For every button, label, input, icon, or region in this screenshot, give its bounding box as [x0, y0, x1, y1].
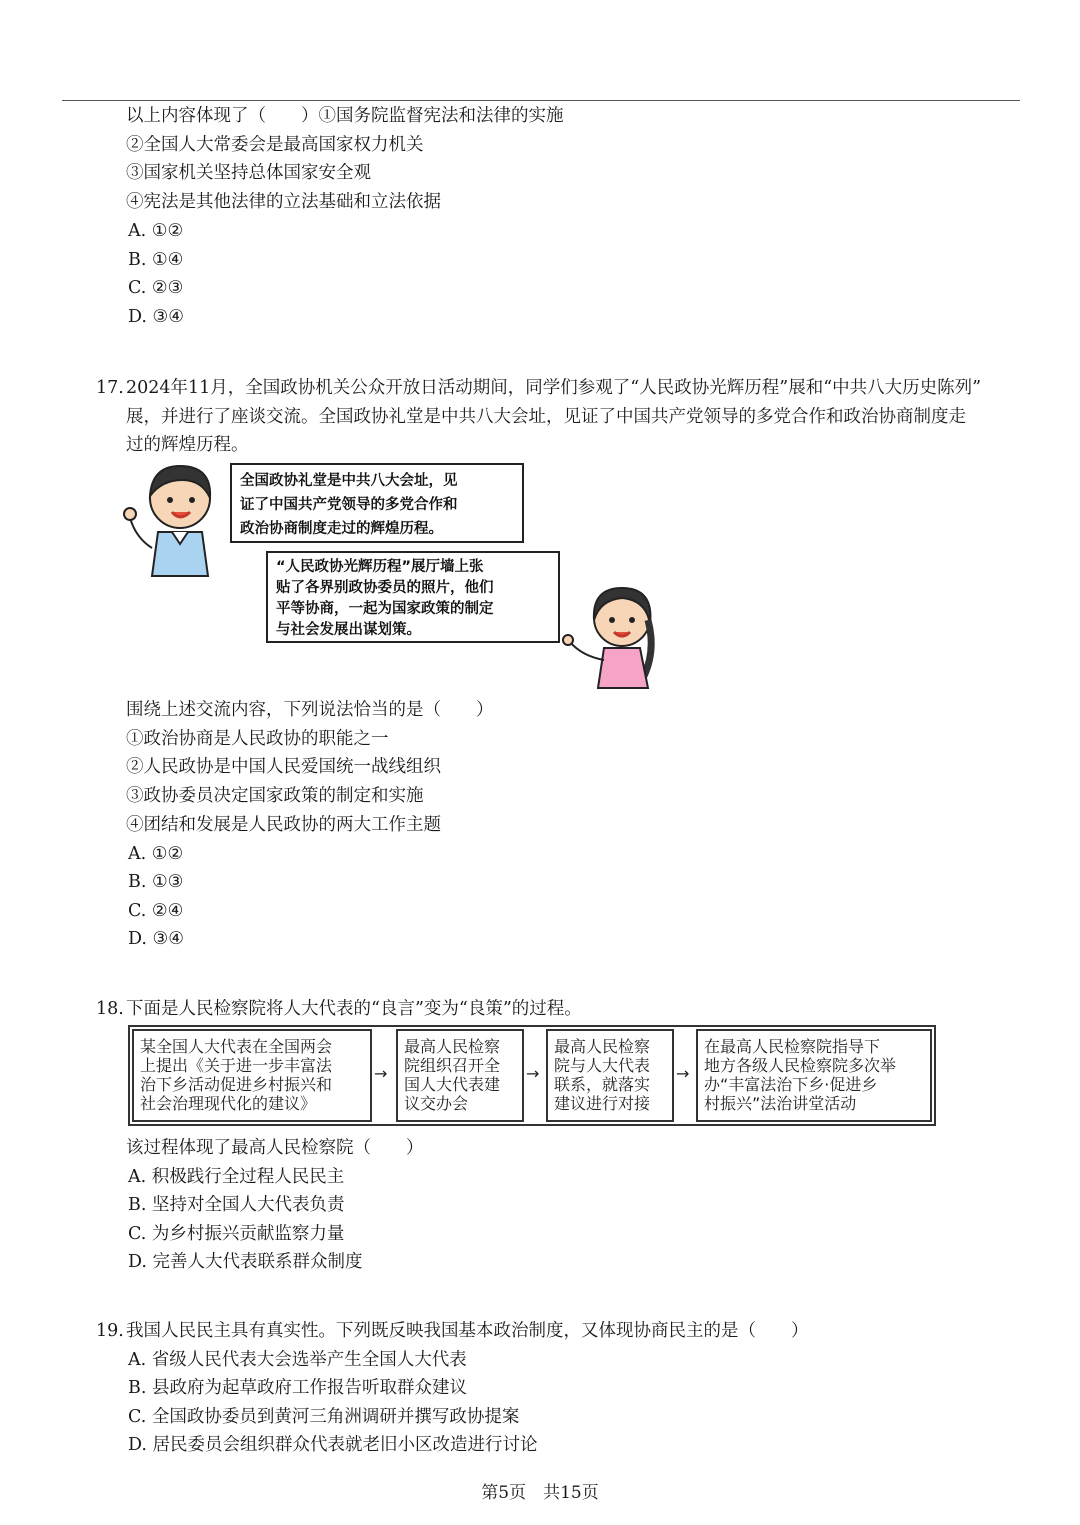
page-footer: 第5页 共15页 — [481, 1483, 599, 1503]
q19-stem: 我国人民民主具有真实性。下列既反映我国基本政治制度，又体现协商民主的是（ ） — [126, 1321, 809, 1341]
bubble-line: 证了中国共产党领导的多党合作和 — [240, 497, 458, 513]
header-rule — [62, 100, 1020, 101]
flow-step-2 — [396, 1029, 524, 1122]
flow-text: 治下乡活动促进乡村振兴和 — [140, 1075, 333, 1094]
flow-text: 建议进行对接 — [554, 1094, 651, 1113]
q18-option-a: A. 积极践行全过程人民民主 — [128, 1167, 345, 1187]
girl-speech-bubble — [266, 551, 560, 643]
q18-option-b: B. 坚持对全国人大代表负责 — [128, 1195, 345, 1215]
q18-option-c: C. 为乡村振兴贡献监察力量 — [128, 1224, 345, 1244]
q17-stem-line: 展，并进行了座谈交流。全国政协礼堂是中共八大会址，见证了中国共产党领导的多党合作和政治协商制度走 — [126, 407, 966, 427]
flow-text: 办“丰富法治下乡·促进乡 — [704, 1075, 878, 1094]
q16-line: ②全国人大常委会是最高国家权力机关 — [126, 135, 424, 155]
flow-text: 上提出《关于进一步丰富法 — [140, 1056, 333, 1075]
flow-text: 村振兴”法治讲堂活动 — [704, 1094, 857, 1113]
bubble-line: 政治协商制度走过的辉煌历程。 — [240, 521, 443, 537]
q18-question: 该过程体现了最高人民检察院（ ） — [126, 1138, 424, 1158]
q17-statement: ③政协委员决定国家政策的制定和实施 — [126, 786, 424, 806]
q17-statement: ④团结和发展是人民政协的两大工作主题 — [126, 815, 441, 835]
q17-stem-line: 2024年11月，全国政协机关公众开放日活动期间，同学们参观了“人民政协光辉历程”展和“中共八大历史陈列” — [126, 378, 982, 398]
q17-statement: ②人民政协是中国人民爱国统一战线组织 — [126, 757, 441, 777]
girl-illustration — [560, 580, 664, 690]
q16-line: 以上内容体现了（ ）①国务院监督宪法和法律的实施 — [126, 106, 564, 126]
q17-statement: ①政治协商是人民政协的职能之一 — [126, 729, 389, 749]
flow-text: 院与人大代表 — [554, 1056, 651, 1075]
q16-line: ③国家机关坚持总体国家安全观 — [126, 163, 371, 183]
flow-arrow: → — [526, 1064, 540, 1083]
flow-text: 院组织召开全 — [404, 1056, 501, 1075]
boy-illustration — [122, 458, 230, 578]
flow-text: 某全国人大代表在全国两会 — [140, 1037, 333, 1056]
q17-option-d: D. ③④ — [128, 929, 184, 949]
q16-line: ④宪法是其他法律的立法基础和立法依据 — [126, 192, 441, 212]
boy-speech-bubble — [230, 463, 524, 543]
bubble-line: 贴了各界别政协委员的照片，他们 — [276, 580, 494, 596]
q16-option-b: B. ①④ — [128, 250, 184, 270]
bubble-line: “人民政协光辉历程”展厅墙上张 — [276, 559, 484, 575]
flow-text: 联系，就落实 — [554, 1075, 651, 1094]
q16-option-a: A. ①② — [128, 221, 184, 241]
flow-text: 在最高人民检察院指导下 — [704, 1037, 881, 1056]
flow-text: 最高人民检察 — [404, 1037, 501, 1056]
q17-option-a: A. ①② — [128, 844, 184, 864]
flow-step-3 — [546, 1029, 674, 1122]
q16-option-d: D. ③④ — [128, 307, 184, 327]
q18-stem: 下面是人民检察院将人大代表的“良言”变为“良策”的过程。 — [126, 999, 582, 1019]
flow-text: 地方各级人民检察院多次举 — [704, 1056, 897, 1075]
flow-step-1 — [132, 1029, 372, 1122]
flow-step-4 — [696, 1029, 932, 1122]
q18-option-d: D. 完善人大代表联系群众制度 — [128, 1252, 363, 1272]
q17-question: 围绕上述交流内容，下列说法恰当的是（ ） — [126, 700, 494, 720]
q19-option-a: A. 省级人民代表大会选举产生全国人大代表 — [128, 1350, 467, 1370]
q17-option-b: B. ①③ — [128, 872, 184, 892]
q19-option-c: C. 全国政协委员到黄河三角洲调研并撰写政协提案 — [128, 1407, 520, 1427]
question-number: 17. — [96, 378, 124, 398]
q19-option-d: D. 居民委员会组织群众代表就老旧小区改造进行讨论 — [128, 1435, 538, 1455]
bubble-line: 全国政协礼堂是中共八大会址，见 — [240, 473, 458, 489]
q16-option-c: C. ②③ — [128, 278, 184, 298]
q19-option-b: B. 县政府为起草政府工作报告听取群众建议 — [128, 1378, 467, 1398]
bubble-line: 与社会发展出谋划策。 — [276, 622, 421, 638]
q17-option-c: C. ②④ — [128, 901, 184, 921]
flow-text: 社会治理现代化的建议》 — [140, 1094, 317, 1113]
question-number: 19. — [96, 1321, 124, 1341]
flow-text: 国人大代表建 — [404, 1075, 501, 1094]
flow-arrow: → — [374, 1064, 388, 1083]
flow-text: 最高人民检察 — [554, 1037, 651, 1056]
flow-arrow: → — [676, 1064, 690, 1083]
question-number: 18. — [96, 999, 124, 1019]
flow-text: 议交办会 — [404, 1094, 469, 1113]
q17-stem-line: 过的辉煌历程。 — [126, 435, 249, 455]
bubble-line: 平等协商，一起为国家政策的制定 — [276, 601, 494, 617]
